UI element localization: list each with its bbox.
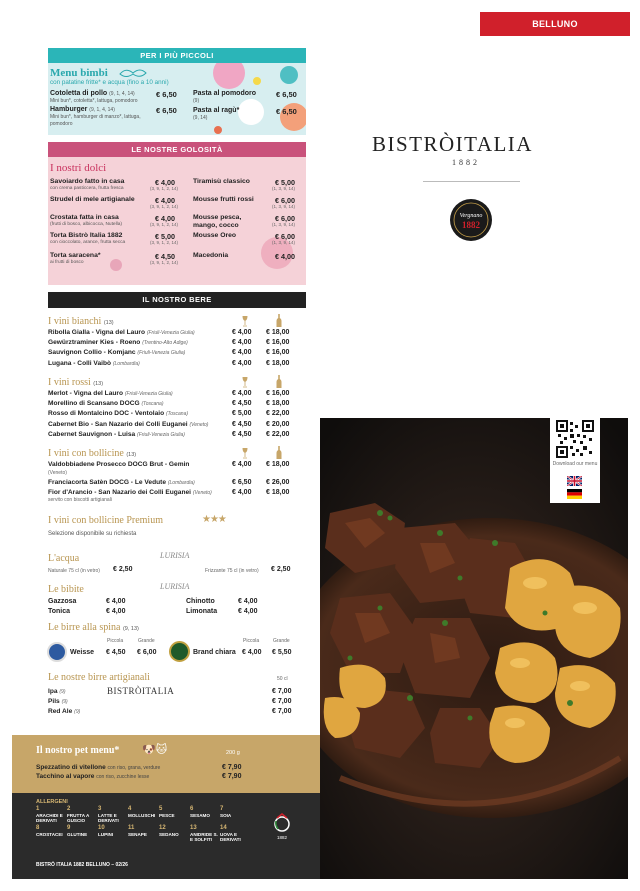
allergen-item	[220, 826, 250, 843]
allergen-number: 12	[159, 825, 166, 831]
wine-bottle-price: € 16,00	[266, 349, 290, 357]
kids-title: Menu bimbi	[50, 67, 108, 79]
wine-row	[48, 329, 195, 336]
allergen-item	[190, 807, 220, 818]
decor-bubble	[110, 259, 122, 271]
dessert-price: € 4,00	[275, 252, 295, 261]
wine-glass-price: € 4,00	[232, 359, 252, 367]
craft-beer-allergens: (9)	[74, 709, 81, 715]
soft-drink-price: € 4,00	[238, 608, 258, 615]
craft-beer-price: € 7,00	[272, 698, 292, 705]
wine-row	[48, 410, 188, 417]
dessert-desc: con crema pasticcera, frutta fresca	[50, 186, 124, 191]
draft-beer-price-large: € 5,50	[272, 649, 292, 656]
wine-name: Ribolla Gialla - Vigna del Lauro	[48, 329, 145, 336]
bistro-small-logo: BISTRÒITALIA	[107, 686, 175, 696]
drinks-bar: IL NOSTRO BERE	[48, 292, 306, 308]
pet-item: Spezzatino di vitellone con riso, grana, verdure	[36, 764, 161, 771]
kids-item-name: Cotoletta di pollo (9, 1, 4, 14)	[50, 90, 135, 97]
dessert-name: Mousse pesca, mango, cocco	[193, 214, 242, 229]
wine-region: (Friuli-Venezia Giulia)	[137, 431, 185, 438]
wine-row	[48, 489, 212, 496]
dessert-name: Crostata fatta in casa	[50, 214, 119, 221]
allergen-label: LUPINI	[98, 831, 114, 837]
wine-region: (Toscana)	[141, 401, 164, 408]
wine-row	[48, 390, 173, 397]
craft-beer-name: Ipa	[48, 688, 58, 695]
wine-region: (Trentino-Alto Adige)	[142, 340, 188, 347]
draft-beer-name: Brand chiara	[193, 649, 236, 656]
wine-glass-price: € 4,50	[232, 400, 252, 408]
desserts-title: I nostri dolci	[50, 162, 107, 174]
dessert-price: € 6,00	[275, 214, 295, 223]
desserts-box	[48, 157, 306, 285]
wine-name: Franciacorta Satèn DOCG - Le Vedute	[48, 479, 166, 487]
svg-text:1882: 1882	[276, 835, 288, 840]
dessert-name: Torta Bistrò Italia 1882	[50, 232, 123, 239]
craft-beer-row	[48, 708, 80, 715]
wine-bottle-price: € 16,00	[266, 390, 290, 397]
brand-logo-icon	[169, 641, 190, 662]
allergen-number: 1	[36, 806, 40, 812]
craft-beer-allergens: (9)	[61, 699, 68, 705]
wine-name: Merlot - Vigna del Lauro	[48, 390, 123, 397]
allergen-label: CROSTACEI	[36, 831, 63, 837]
water-natural-price: € 2,50	[113, 566, 133, 573]
wine-glass-icon	[241, 377, 249, 388]
wine-name: Rosso di Montalcino DOC - Ventolaio	[48, 410, 165, 418]
dessert-name: Mousse Oreo	[193, 232, 237, 239]
wine-glass-price: € 4,50	[232, 430, 252, 438]
wine-row	[48, 339, 188, 346]
wine-bottle-price: € 26,00	[266, 479, 290, 487]
decor-bubble	[253, 77, 261, 85]
allergen-label: SENAPE	[128, 831, 147, 837]
draft-beer-price-large: € 6,00	[137, 649, 157, 656]
allergen-number: 5	[159, 806, 163, 812]
allergen-label: UOVA E DERIVATI	[220, 831, 241, 842]
allergen-label: GLUTINE	[67, 831, 88, 837]
svg-text:1882: 1882	[462, 220, 480, 230]
wine-bottle-price: € 22,00	[266, 430, 290, 438]
wine-name: Cabernet Bio - San Nazario dei Colli Euganei	[48, 420, 188, 428]
allergen-item	[67, 826, 97, 837]
wine-bottle-price: € 18,00	[266, 489, 290, 497]
wine-row	[48, 431, 185, 438]
dessert-allergens: (1, 3, 9, 14)	[272, 240, 296, 245]
allergen-label: SOIA	[220, 812, 232, 818]
pet-title: Il nostro pet menu*	[36, 745, 120, 756]
wine-name: Lugana - Colli Vaibò	[48, 359, 112, 367]
wine-row	[48, 360, 140, 367]
wine-glass-price: € 4,00	[232, 489, 252, 497]
dessert-price: € 6,00	[275, 232, 295, 241]
craft-beer-size: 50 cl	[277, 676, 288, 682]
kids-bar: PER I PIÙ PICCOLI	[48, 48, 306, 63]
soft-drink-price: € 4,00	[106, 608, 126, 615]
allergen-number: 11	[128, 825, 135, 831]
allergen-label: MOLLUSCHI	[128, 812, 156, 818]
dessert-name: Mousse frutti rossi	[193, 196, 254, 203]
size-large-label: Grande	[273, 638, 290, 644]
wine-row	[48, 461, 189, 468]
allergens-footer: BISTRÒ ITALIA 1882 BELLUNO – 02/26	[36, 862, 128, 868]
paw-icon: 🐶🐱	[142, 744, 168, 756]
premium-note: Selezione disponibile su richiesta	[48, 531, 137, 537]
lurisia-logo: LURISIA	[160, 582, 190, 591]
wine-bottle-price: € 22,00	[266, 410, 290, 418]
wine-glass-price: € 4,00	[232, 390, 252, 397]
qr-label: Download our menu	[552, 461, 598, 467]
craft-beer-row	[48, 698, 68, 705]
kids-item-price: € 6,50	[156, 90, 177, 99]
pet-size: 200 g	[226, 750, 240, 756]
wine-name: Sauvignon Collio - Komjanc	[48, 349, 136, 357]
wine-bottle-price: € 18,00	[266, 400, 290, 408]
dessert-allergens: (3, 9, 1, 2, 14)	[150, 222, 179, 227]
allergen-item	[36, 826, 66, 837]
wine-name: Morellino di Scansano DOCG	[48, 400, 140, 408]
wine-name: Fior d'Arancio - San Nazario dei Colli Euganei	[48, 489, 191, 497]
vergnano-badge-icon	[449, 198, 493, 242]
wine-glass-price: € 4,00	[232, 461, 252, 468]
kids-item-desc: Mini bun*, hamburger di manzo*, lattuga, pomodoro	[50, 114, 141, 127]
svg-text:Vergnano: Vergnano	[459, 213, 483, 219]
size-small-label: Piccola	[107, 638, 124, 644]
desserts-bar: LE NOSTRE GOLOSITÀ	[48, 142, 306, 157]
craft-beer-allergens: (9)	[59, 689, 66, 695]
allergen-item	[98, 807, 128, 824]
soft-drink-name: Tonica	[48, 608, 71, 615]
city-tag: BELLUNO	[480, 12, 630, 36]
dessert-allergens: (1, 3, 9, 14)	[272, 204, 296, 209]
kids-subtitle: con patatine fritte* e acqua (fino a 10 anni)	[50, 79, 169, 86]
wine-name: Cabernet Sauvignon - Luisa	[48, 430, 136, 438]
allergen-label: ANIDRIDE S. E SOLFITI	[190, 831, 218, 842]
allergen-item	[190, 826, 220, 843]
soft-drink-price: € 4,00	[106, 598, 126, 605]
wine-glass-price: € 4,50	[232, 420, 252, 428]
decor-bubble	[280, 66, 298, 84]
dessert-desc: ai frutti di bosco	[50, 260, 84, 265]
allergen-label: PESCE	[159, 812, 175, 818]
wine-row	[48, 400, 164, 407]
decor-bubble	[213, 63, 245, 89]
wine-region: (Veneto)	[48, 470, 67, 476]
kids-box	[48, 63, 306, 135]
dessert-name: Tiramisù classico	[193, 178, 250, 185]
soft-drink-name: Gazzosa	[48, 598, 77, 605]
allergen-number: 7	[220, 806, 224, 812]
wine-glass-price: € 4,00	[232, 329, 252, 336]
brand-logo: BISTRÒITALIA	[372, 132, 533, 156]
draft-beer-title: Le birre alla spina (9, 13)	[48, 622, 139, 633]
size-large-label: Grande	[138, 638, 155, 644]
water-natural-label: Naturale 75 cl (in vetro)	[48, 568, 100, 574]
dessert-price: € 4,00	[155, 214, 175, 223]
wine-bottle-price: € 18,00	[266, 461, 290, 468]
allergens-title: ALLERGENI	[36, 799, 68, 805]
pet-item-price: € 7,90	[222, 764, 242, 771]
allergen-item	[98, 826, 128, 837]
soft-drink-name: Chinotto	[186, 598, 215, 605]
wine-bottle-price: € 18,00	[266, 329, 290, 336]
allergen-number: 14	[220, 825, 227, 831]
kids-item-price: € 6,50	[156, 106, 177, 115]
draft-beer-price-small: € 4,00	[242, 649, 262, 656]
wine-region: (Friuli-Venezia Giulia)	[124, 391, 173, 397]
dessert-name: Torta saracena*	[50, 252, 101, 259]
wine-bottle-icon	[276, 375, 282, 388]
wine-glass-icon	[241, 316, 249, 327]
dessert-name: Strudel di mele artigianale	[50, 196, 135, 203]
dessert-price: € 5,00	[155, 232, 175, 241]
wine-bottle-icon	[276, 314, 282, 327]
allergen-number: 13	[190, 825, 197, 831]
brand-year: 1882	[452, 158, 480, 167]
dessert-allergens: (1, 3, 9, 14)	[272, 222, 296, 227]
bistro-monogram-icon	[272, 813, 292, 841]
allergen-number: 8	[36, 825, 40, 831]
divider	[423, 181, 520, 182]
craft-beer-name: Red Ale	[48, 708, 73, 715]
lurisia-logo: LURISIA	[160, 551, 190, 560]
allergen-label: FRUTTA A GUSCIO	[67, 812, 90, 823]
allergen-label: LATTE E DERIVATI	[98, 812, 119, 823]
wine-region: (Toscana)	[165, 411, 189, 418]
dessert-price: € 5,00	[275, 178, 295, 187]
kids-item-name: Pasta al ragù*	[193, 107, 240, 114]
wine-bottle-price: € 16,00	[266, 339, 290, 347]
weisse-logo-icon	[47, 642, 67, 662]
wine-row	[48, 479, 195, 486]
kids-item-allergens: (9)	[193, 98, 200, 104]
wine-glass-price: € 4,00	[232, 349, 252, 357]
craft-beer-price: € 7,00	[272, 708, 292, 715]
wine-region: (Veneto)	[192, 490, 212, 497]
sparkling-title: I vini con bollicine (13)	[48, 448, 137, 459]
dessert-allergens: (3, 9, 1, 2, 14)	[150, 186, 179, 191]
dessert-allergens: (3, 9, 1, 2, 14)	[150, 204, 179, 209]
wine-region: (Lombardia)	[167, 480, 195, 487]
kids-doodle-icon	[118, 66, 148, 80]
craft-beer-name: Pils	[48, 698, 60, 705]
pet-menu-box	[12, 735, 320, 793]
craft-beer-price: € 7,00	[272, 688, 292, 695]
decor-bubble	[238, 99, 264, 125]
flag-germany-icon[interactable]	[567, 489, 582, 499]
soft-drinks-title: Le bibite	[48, 584, 84, 595]
allergen-number: 3	[98, 806, 102, 812]
wine-bottle-icon	[276, 446, 282, 459]
kids-item-name: Pasta al pomodoro	[193, 90, 257, 97]
dessert-allergens: (3, 9, 1, 2, 14)	[150, 240, 179, 245]
wine-glass-price: € 6,50	[232, 479, 252, 487]
dessert-desc: con cioccolato, arance, frutta secca	[50, 240, 126, 245]
allergen-item	[159, 826, 189, 837]
wine-bottle-price: € 18,00	[266, 359, 290, 367]
kids-item-price: € 6,50	[276, 90, 297, 99]
allergen-label: SESAMO	[190, 812, 210, 818]
water-sparkling-price: € 2,50	[271, 566, 291, 573]
draft-beer-price-small: € 4,50	[106, 649, 126, 656]
kids-item-name: Hamburger (9, 1, 4, 14)	[50, 106, 115, 113]
allergen-number: 9	[67, 825, 71, 831]
allergen-item	[159, 807, 189, 818]
soft-drink-price: € 4,00	[238, 598, 258, 605]
kids-item-allergens: (9, 14)	[193, 115, 208, 121]
wine-row	[48, 421, 208, 428]
allergen-item	[220, 807, 250, 818]
wine-region: (Friuli-Venezia Giulia)	[146, 330, 195, 336]
allergen-item	[128, 826, 158, 837]
allergen-label: SEDANO	[159, 831, 179, 837]
water-title: L'acqua	[48, 553, 80, 564]
wine-glass-icon	[241, 448, 249, 459]
dessert-allergens: (1, 3, 9, 14)	[272, 186, 296, 191]
craft-beer-title: Le nostre birre artigianali	[48, 672, 150, 683]
allergen-number: 4	[128, 806, 132, 812]
allergen-number: 2	[67, 806, 71, 812]
wine-region: (Friuli-Venezia Giulia)	[137, 350, 186, 357]
dessert-price: € 6,00	[275, 196, 295, 205]
decor-bubble	[214, 126, 222, 134]
allergen-item	[36, 807, 66, 824]
craft-beer-row	[48, 688, 66, 695]
wine-row	[48, 349, 185, 356]
wine-name: Valdobbiadene Prosecco DOCG Brut - Gemin	[48, 461, 190, 468]
wine-region: (Veneto)	[189, 421, 209, 428]
size-small-label: Piccola	[243, 638, 260, 644]
wine-bottle-price: € 20,00	[266, 420, 290, 428]
allergen-number: 6	[190, 806, 194, 812]
kids-item-desc: Mini bun*, cotoletta*, lattuga, pomodoro	[50, 98, 138, 104]
wine-name: Gewürztraminer Kies - Roeno	[48, 339, 141, 347]
qr-code-icon[interactable]	[556, 420, 594, 458]
dessert-desc: (frutti di bosco, albicocca, Nutella)	[50, 222, 122, 227]
flag-uk-icon[interactable]	[567, 476, 582, 486]
wine-glass-price: € 4,00	[232, 339, 252, 347]
wine-glass-price: € 5,00	[232, 410, 252, 418]
dessert-allergens: (3, 9, 1, 2, 14)	[150, 260, 179, 265]
allergen-label: ARACHIDI E DERIVATI	[36, 812, 63, 823]
qr-card[interactable]	[550, 415, 600, 503]
dessert-name: Savoiardo fatto in casa	[50, 178, 125, 185]
soft-drink-name: Limonata	[186, 608, 218, 615]
allergen-number: 10	[98, 825, 105, 831]
allergen-item	[128, 807, 158, 818]
dessert-price: € 4,00	[155, 178, 175, 187]
premium-stars-icon: ★★★	[202, 514, 226, 525]
white-wines-title: I vini bianchi (13)	[48, 316, 114, 327]
allergen-item	[67, 807, 97, 824]
red-wines-title: I vini rossi (13)	[48, 377, 104, 388]
dessert-price: € 4,50	[155, 252, 175, 261]
allergens-box	[12, 793, 320, 879]
water-sparkling-label: Frizzante 75 cl (in vetro)	[205, 568, 259, 574]
pet-item: Tacchino al vapore con riso, zucchine lesse	[36, 773, 150, 780]
wine-region: (Lombardia)	[112, 360, 140, 367]
draft-beer-name: Weisse	[70, 649, 94, 656]
premium-title: I vini con bollicine Premium	[48, 515, 163, 526]
dessert-name: Macedonia	[193, 252, 229, 259]
dessert-price: € 4,00	[155, 196, 175, 205]
kids-item-price: € 6,50	[276, 107, 297, 116]
pet-item-price: € 7,90	[222, 773, 242, 780]
wine-note: servito con biscotti artigianali	[48, 497, 112, 504]
